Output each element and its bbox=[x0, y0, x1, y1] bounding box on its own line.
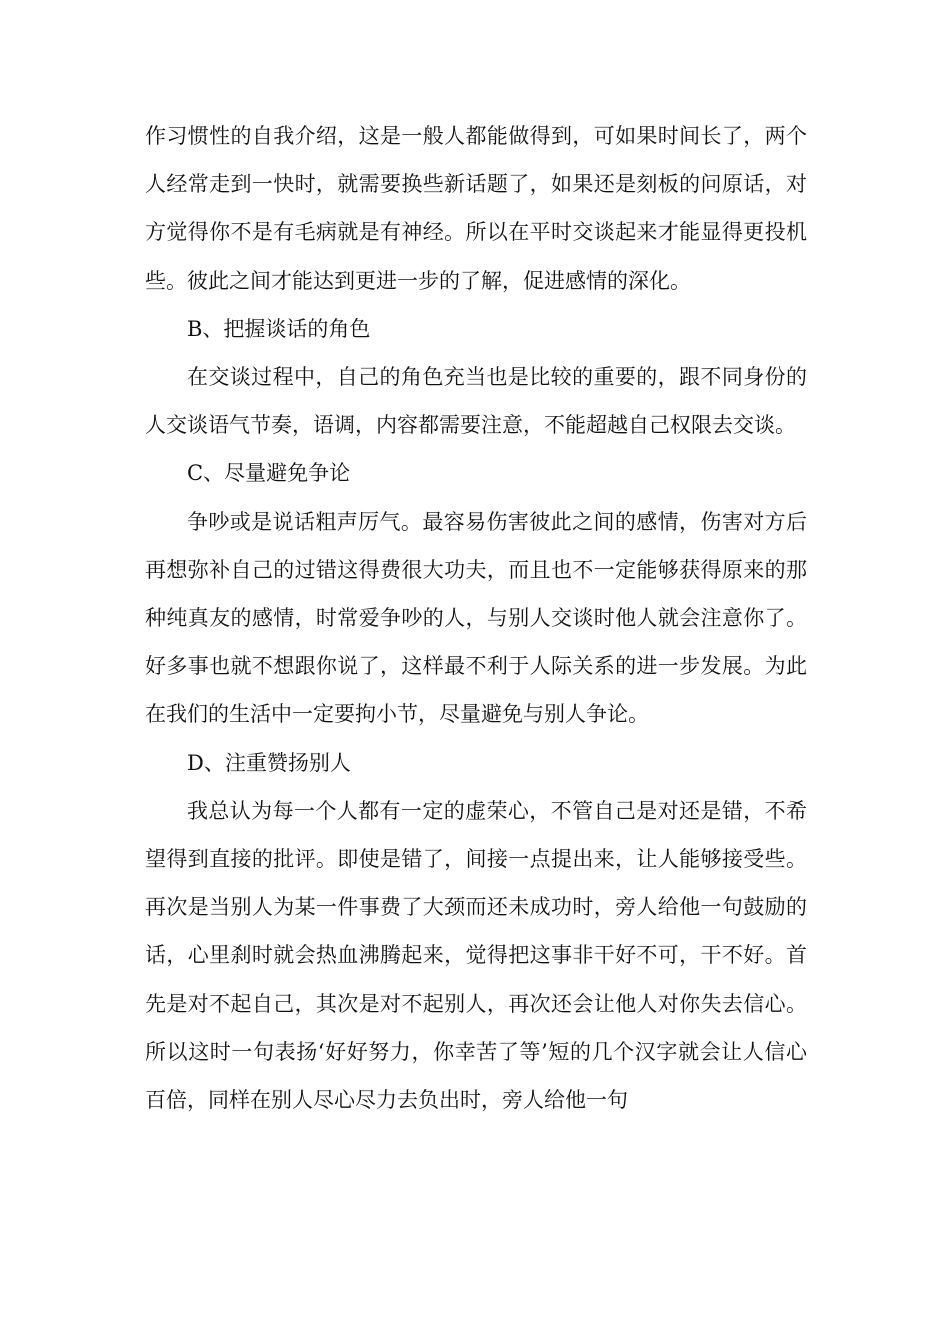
paragraph-conversation-role: 在交谈过程中，自己的角色充当也是比较的重要的，跟不同身份的人交谈语气节奏，语调，内容都需要注意，不能超越自己权限去交谈。 bbox=[145, 365, 807, 438]
document-body bbox=[145, 112, 807, 1124]
section-heading-b: B、把握谈话的角色 bbox=[187, 316, 371, 341]
paragraph-avoid-arguments: 争吵或是说话粗声厉气。最容易伤害彼此之间的感情，伤害对方后再想弥补自己的过错这得费很大功夫，而且也不一定能够获得原来的那种纯真友的感情，时常爱争吵的人，与别人交谈时他人就会注意你了。好多事也就不想跟你说了，这样最不利于人际关系的进一步发展。为此在我们的生活中一定要拘小节，尽量避免与别人争论。 bbox=[145, 509, 807, 727]
section-heading-d: D、注重赞扬别人 bbox=[187, 750, 351, 775]
paragraph-praise-others: 我总认为每一个人都有一定的虚荣心，不管自己是对还是错，不希望得到直接的批评。即使是错了，间接一点提出来，让人能够接受些。再次是当别人为某一件事费了大颈而还未成功时，旁人给他一句鼓励的话，心里刹时就会热血沸腾起来，觉得把这事非干好不可，干不好。首先是对不起自己，其次是对不起别人，再次还会让他人对你失去信心。所以这时一句表扬‘好好努力，你幸苦了等’短的几个汉字就会让人信心百倍，同样在别人尽心尽力去负出时，旁人给他一句 bbox=[145, 798, 807, 1113]
section-heading-c: C、尽量避免争论 bbox=[187, 461, 351, 486]
paragraph-self-introduction: 作习惯性的自我介绍，这是一般人都能做得到，可如果时间长了，两个人经常走到一快时，就需要换些新话题了，如果还是刻板的问原话，对方觉得你不是有毛病就是有神经。所以在平时交谈起来才能显得更投机些。彼此之间才能达到更进一步的了解，促进感情的深化。 bbox=[145, 124, 807, 293]
